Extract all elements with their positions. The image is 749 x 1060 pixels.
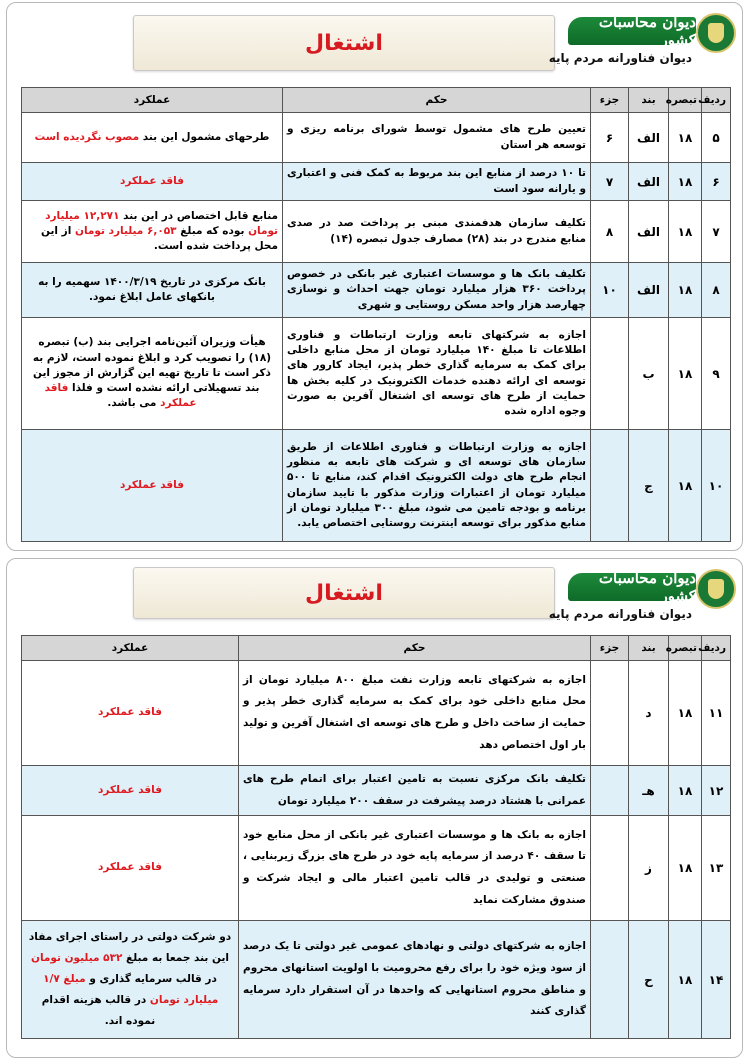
cell-performance <box>22 163 283 201</box>
cell-part <box>591 766 629 816</box>
cell-clause: ب <box>629 318 669 430</box>
table-row <box>22 318 731 430</box>
emblem-icon <box>696 13 736 53</box>
page-header <box>7 559 742 635</box>
table-row <box>22 661 731 766</box>
cell-row: ۹ <box>702 318 731 430</box>
header-part: جزء <box>591 636 629 661</box>
rulings-table <box>21 87 731 542</box>
report-page-2 <box>6 558 743 1058</box>
header-performance: عملکرد <box>22 636 239 661</box>
cell-ruling: تکلیف بانک مرکزی نسبت به تامین اعتبار برای اتمام طرح های عمرانی با هشتاد درصد پیشرفت در سقف ۲۰۰ میلیارد تومان <box>239 766 591 816</box>
cell-clause: الف <box>629 113 669 163</box>
brand-logo <box>548 11 736 75</box>
perf-text: بانک مرکزی در تاریخ ۱۴۰۰/۳/۱۹ سهمیه را به بانکهای عامل ابلاغ نمود. <box>38 275 266 303</box>
cell-performance <box>22 201 283 263</box>
logo-text: دیوان محاسبات کشور <box>568 573 696 601</box>
cell-performance <box>22 816 239 921</box>
table-row <box>22 430 731 542</box>
cell-note: ۱۸ <box>669 430 702 542</box>
table-row <box>22 816 731 921</box>
cell-row: ۶ <box>702 163 731 201</box>
cell-ruling: اجازه به شرکتهای دولتی و نهادهای عمومی غیر دولتی تا یک درصد از سود ویژه خود را برای رفع محرومیت با اولویت استانهای محروم و مناطق محروم استانهایی که واحدها در آن استقرار دارد سرمایه گذاری کنند <box>239 921 591 1039</box>
cell-note: ۱۸ <box>669 766 702 816</box>
cell-part: ۶ <box>591 113 629 163</box>
header-row-number: ردیف <box>702 88 731 113</box>
perf-text: در قالب سرمایه گذاری و <box>85 973 217 985</box>
header-note: تبصره <box>669 88 702 113</box>
cell-note: ۱۸ <box>669 113 702 163</box>
section-title: اشتغال <box>305 30 383 56</box>
perf-highlight: مصوب نگردیده است <box>34 130 140 143</box>
header-performance: عملکرد <box>22 88 283 113</box>
perf-highlight: فاقد عملکرد <box>98 783 162 796</box>
header-ruling: حکم <box>239 636 591 661</box>
cell-performance <box>22 661 239 766</box>
table-row <box>22 921 731 1039</box>
table-row <box>22 263 731 318</box>
cell-clause: الف <box>629 163 669 201</box>
perf-highlight: فاقد عملکرد <box>98 706 162 719</box>
rulings-table <box>21 635 731 1039</box>
table-row <box>22 201 731 263</box>
cell-part: ۸ <box>591 201 629 263</box>
emblem-icon <box>696 569 736 609</box>
cell-part <box>591 318 629 430</box>
cell-ruling: تکلیف سازمان هدفمندی مبنی بر پرداخت صد در صدی منابع مندرج در بند (۲۸) مصارف جدول تبصره (۱۴) <box>283 201 591 263</box>
cell-performance <box>22 430 283 542</box>
header-note: تبصره <box>669 636 702 661</box>
cell-row: ۷ <box>702 201 731 263</box>
cell-clause: د <box>629 661 669 766</box>
cell-note: ۱۸ <box>669 318 702 430</box>
perf-highlight: فاقد عملکرد <box>120 478 184 491</box>
perf-text: از این محل پرداخت شده است. <box>41 224 278 253</box>
cell-part <box>591 430 629 542</box>
cell-note: ۱۸ <box>669 163 702 201</box>
cell-row: ۸ <box>702 263 731 318</box>
cell-row: ۱۴ <box>702 921 731 1039</box>
cell-note: ۱۸ <box>669 263 702 318</box>
cell-row: ۱۰ <box>702 430 731 542</box>
header-ruling: حکم <box>283 88 591 113</box>
cell-part <box>591 816 629 921</box>
cell-performance <box>22 921 239 1039</box>
perf-highlight: ۵۳۲ میلیون تومان <box>31 952 123 964</box>
cell-part: ۱۰ <box>591 263 629 318</box>
perf-text: طرحهای مشمول این بند <box>139 130 270 143</box>
cell-clause: ز <box>629 816 669 921</box>
perf-text: می باشد. <box>107 397 161 410</box>
cell-ruling: اجازه به بانک ها و موسسات اعتباری غیر بانکی از محل منابع خود تا سقف ۴۰ درصد از سرمایه پایه خود در طرح های بزرگ زیربنایی ، صنعتی و تولیدی در قالب تامین اعتبار مالی و ایجاد شرکت و صندوق مشارکت نماید <box>239 816 591 921</box>
cell-part: ۷ <box>591 163 629 201</box>
perf-highlight: ۶,۰۵۳ میلیارد تومان <box>74 224 177 237</box>
header-clause: بند <box>629 88 669 113</box>
cell-performance <box>22 113 283 163</box>
perf-highlight: فاقد عملکرد <box>44 382 197 410</box>
cell-row: ۱۲ <box>702 766 731 816</box>
table-row <box>22 163 731 201</box>
cell-performance <box>22 766 239 816</box>
perf-highlight: فاقد عملکرد <box>120 174 184 187</box>
cell-clause: ج <box>629 430 669 542</box>
brand-logo <box>548 567 736 631</box>
cell-ruling: تعیین طرح های مشمول توسط شورای برنامه ریزی و توسعه هر استان <box>283 113 591 163</box>
header-row-number: ردیف <box>702 636 731 661</box>
report-page-1 <box>6 2 743 551</box>
cell-clause: الف <box>629 201 669 263</box>
cell-clause: هـ <box>629 766 669 816</box>
cell-ruling: اجازه به شرکتهای تابعه وزارت ارتباطات و فناوری اطلاعات تا مبلغ ۱۴۰ میلیارد تومان از محل منابع داخلی برای کمک به سرمایه گذاری خطر پذیر، ایجاد کارور های توسعه ای ارائه دهنده خدمات الکترونیک در کلیه بخش ها حمایت از طرح های توسعه ای اشتغال آفرین به صورت وجوه اداره شده <box>283 318 591 430</box>
logo-subtitle: دیوان فناورانه مردم پایه <box>548 607 692 621</box>
logo-subtitle: دیوان فناورانه مردم پایه <box>548 51 692 65</box>
cell-note: ۱۸ <box>669 201 702 263</box>
cell-ruling: اجازه به وزارت ارتباطات و فناوری اطلاعات از طریق سازمان های توسعه ای و شرکت های تابعه به منظور انجام طرح های دولت الکترونیک اقدام کند، منابع تا ۵۰۰ میلیارد تومان از اعتبارات وزارت مذکور با تایید سازمان برنامه و بودجه تامین می شود، مبلغ ۳۰۰ میلیارد تومان از منابع مذکور برای توسعه اینترنت روستایی اختصاص یابد. <box>283 430 591 542</box>
cell-clause: الف <box>629 263 669 318</box>
header-clause: بند <box>629 636 669 661</box>
perf-highlight: ۱۲,۲۷۱ میلیارد تومان <box>45 209 278 237</box>
perf-text: در قالب هزینه اقدام نموده اند. <box>41 994 156 1027</box>
perf-text: منابع قابل اختصاص در این بند <box>119 209 278 222</box>
cell-part <box>591 661 629 766</box>
cell-clause: ح <box>629 921 669 1039</box>
perf-text: هیأت وزیران آئین‌نامه اجرایی بند (ب) تبصره (۱۸) را تصویب کرد و ابلاغ نموده است، لازم به ذکر است تا تاریخ تهیه این گزارش از مجوز این بند تسهیلاتی ارائه نشده است و فلذا <box>32 336 272 395</box>
cell-ruling: تا ۱۰ درصد از منابع این بند مربوط به کمک فنی و اعتباری و یارانه سود است <box>283 163 591 201</box>
perf-text: دو شرکت دولتی در راستای اجرای مفاد این بند جمعا به مبلغ <box>28 931 232 964</box>
table-row <box>22 766 731 816</box>
cell-note: ۱۸ <box>669 661 702 766</box>
section-title-box <box>133 567 555 619</box>
table-header-row <box>22 88 731 113</box>
cell-row: ۱۱ <box>702 661 731 766</box>
perf-highlight: فاقد عملکرد <box>98 861 162 874</box>
section-title: اشتغال <box>305 580 383 606</box>
cell-note: ۱۸ <box>669 921 702 1039</box>
page-header <box>7 3 742 87</box>
table-header-row <box>22 636 731 661</box>
table-row <box>22 113 731 163</box>
header-part: جزء <box>591 88 629 113</box>
perf-text: بوده که مبلغ <box>176 224 249 237</box>
cell-row: ۱۳ <box>702 816 731 921</box>
logo-text: دیوان محاسبات کشور <box>568 17 696 45</box>
cell-note: ۱۸ <box>669 816 702 921</box>
cell-row: ۵ <box>702 113 731 163</box>
cell-ruling: اجازه به شرکتهای تابعه وزارت نفت مبلغ ۸۰۰ میلیارد تومان از محل منابع داخلی خود برای کمک به سرمایه گذاری خطر پذیر و حمایت از ساخت داخل و طرح های توسعه ای اشتغال آفرین و تولید بار اول اختصاص دهد <box>239 661 591 766</box>
cell-performance <box>22 263 283 318</box>
perf-highlight: مبلغ ۱/۷ میلیارد تومان <box>43 973 219 1006</box>
section-title-box <box>133 15 555 71</box>
cell-ruling: تکلیف بانک ها و موسسات اعتباری غیر بانکی در خصوص پرداخت ۳۶۰ هزار میلیارد تومان جهت احداث و نوسازی چهارصد هزار واحد مسکن روستایی و شهری <box>283 263 591 318</box>
cell-part <box>591 921 629 1039</box>
cell-performance <box>22 318 283 430</box>
